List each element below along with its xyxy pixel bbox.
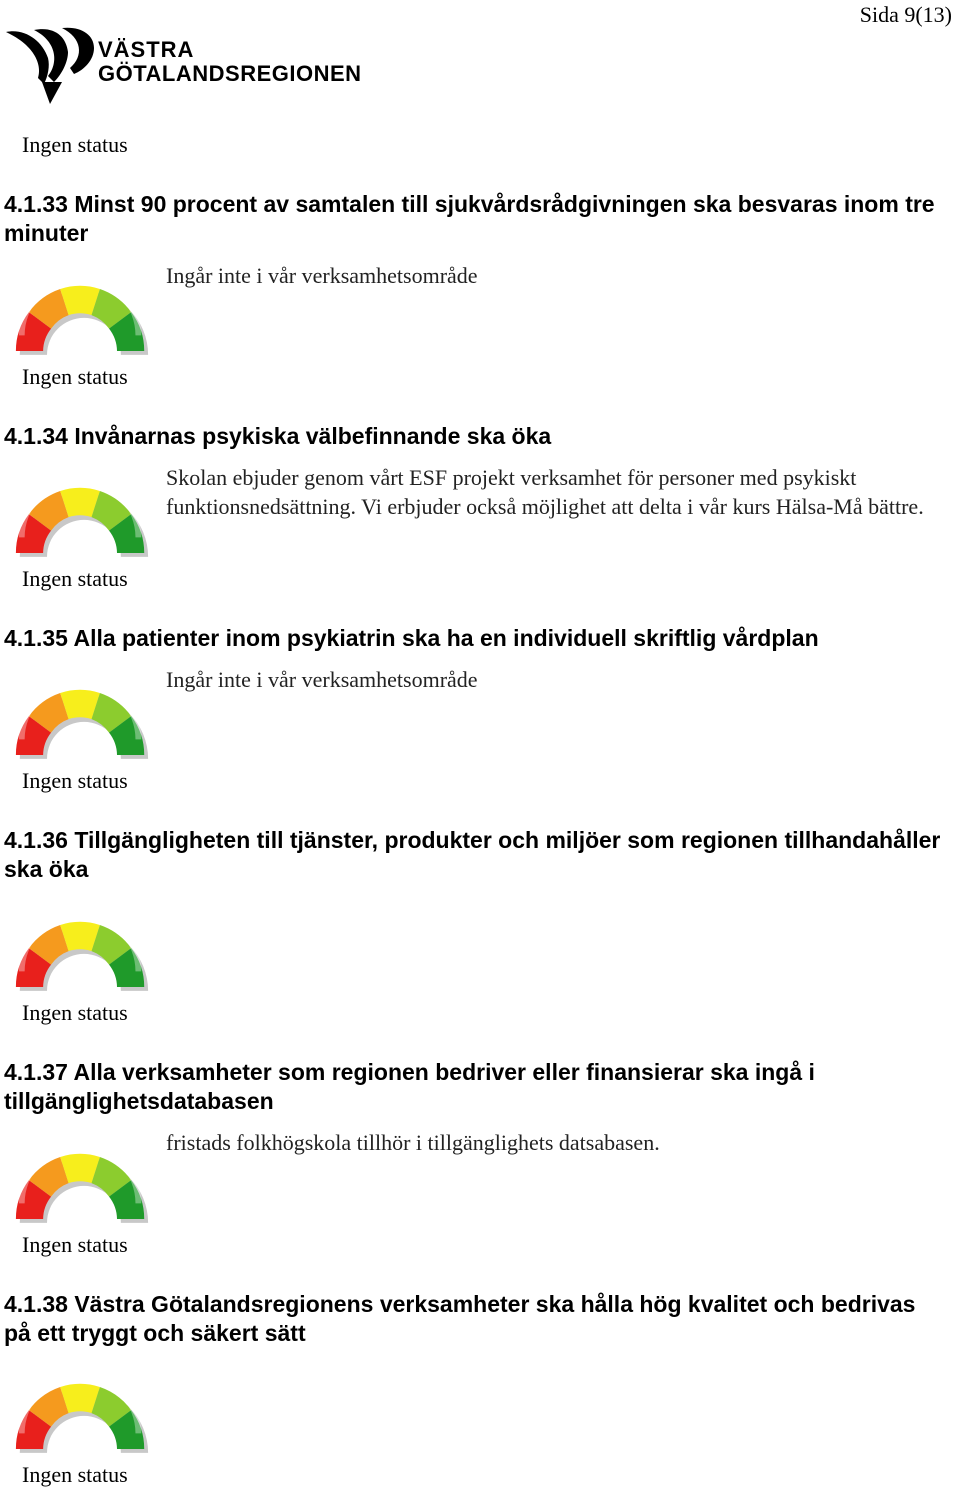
status-label: Ingen status	[22, 132, 128, 157]
item-heading-4-1-37: 4.1.37 Alla verksamheter som regionen bedriver eller finansierar ska ingå i tillgänglighetsdatabasen	[4, 1059, 815, 1114]
status-gauge-icon	[12, 902, 152, 998]
item-heading-4-1-38: 4.1.38 Västra Götalandsregionens verksamheter ska hålla hög kvalitet och bedrivas på ett tryggt och säkert sätt	[4, 1291, 916, 1346]
logo-emblem-icon	[4, 26, 104, 108]
item-heading-4-1-35: 4.1.35 Alla patienter inom psykiatrin ska ha en individuell skriftlig vårdplan	[4, 625, 819, 651]
logo-wordmark	[98, 38, 362, 86]
logo-line1: VÄSTRA	[98, 37, 195, 62]
status-label: Ingen status	[22, 768, 128, 793]
item-comment-4-1-37: fristads folkhögskola tillhör i tillgänglighets datsabasen.	[166, 1130, 660, 1155]
item-comment-4-1-34: Skolan ebjuder genom vårt ESF projekt verksamhet för personer med psykiskt funktionsnedsättning. Vi erbjuder också möjlighet att delta i vår kurs Hälsa-Må bättre.	[166, 465, 924, 519]
status-label: Ingen status	[22, 364, 128, 389]
vastra-gotalandsregionen-logo	[4, 26, 394, 108]
item-heading-4-1-33: 4.1.33 Minst 90 procent av samtalen till sjukvårdsrådgivningen ska besvaras inom tre minuter	[4, 191, 935, 246]
status-gauge-icon	[12, 670, 152, 766]
page-number: Sida 9(13)	[859, 2, 952, 27]
status-label: Ingen status	[22, 1232, 128, 1257]
status-gauge-icon	[12, 1134, 152, 1230]
status-label: Ingen status	[22, 1462, 128, 1487]
item-comment-4-1-33: Ingår inte i vår verksamhetsområde	[166, 263, 478, 288]
status-gauge-icon	[12, 1364, 152, 1460]
status-gauge-icon	[12, 266, 152, 362]
item-heading-4-1-36: 4.1.36 Tillgängligheten till tjänster, produkter och miljöer som regionen tillhandahåller ska öka	[4, 827, 941, 882]
status-label: Ingen status	[22, 566, 128, 591]
status-gauge-icon	[12, 468, 152, 564]
item-comment-4-1-35: Ingår inte i vår verksamhetsområde	[166, 667, 478, 692]
item-heading-4-1-34: 4.1.34 Invånarnas psykiska välbefinnande ska öka	[4, 423, 552, 449]
logo-line2: GÖTALANDSREGIONEN	[98, 61, 362, 86]
status-label: Ingen status	[22, 1000, 128, 1025]
